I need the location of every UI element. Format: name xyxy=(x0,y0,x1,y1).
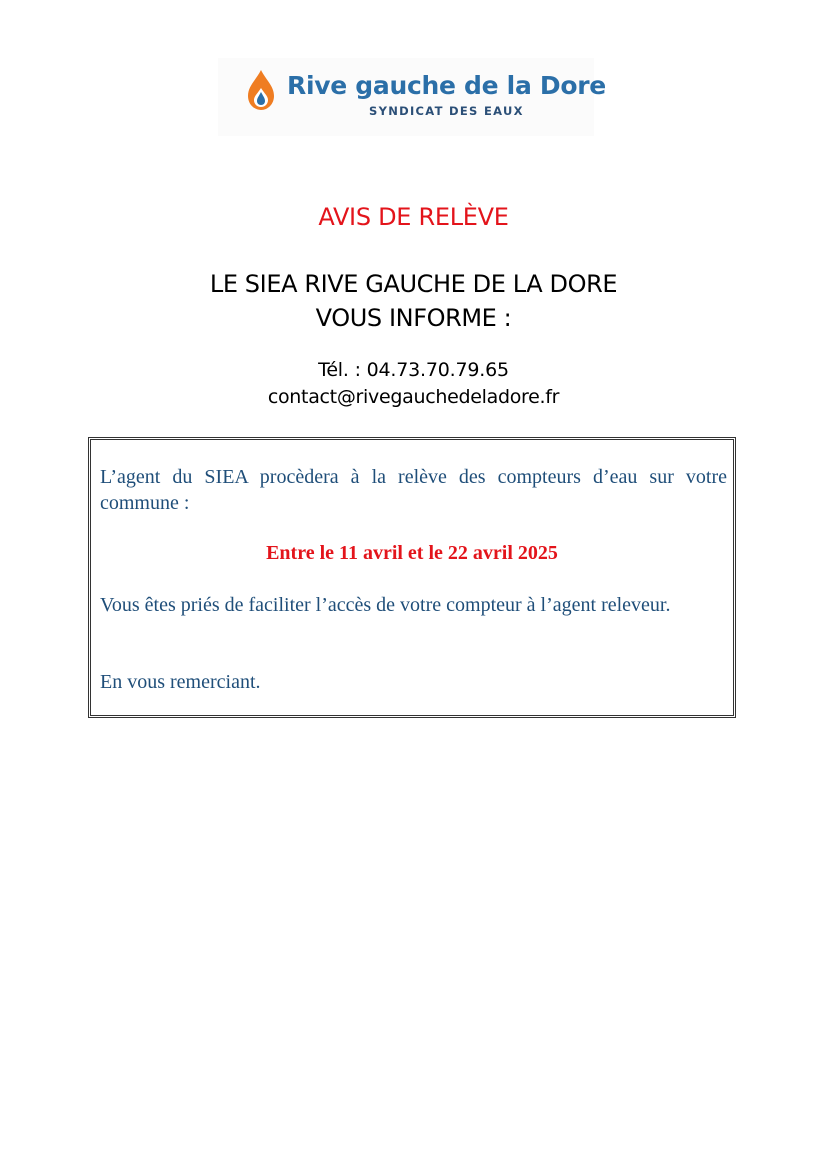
notice-request: Vous êtes priés de faciliter l’accès de votre compteur à l’agent releveur. xyxy=(100,594,671,616)
water-drop-icon xyxy=(244,68,278,112)
notice-period: Entre le 11 avril et le 22 avril 2025 xyxy=(266,542,558,564)
logo-subtitle: SYNDICAT DES EAUX xyxy=(369,104,524,118)
heading-line-2: VOUS INFORME : xyxy=(315,304,512,332)
logo-name: Rive gauche de la Dore xyxy=(287,71,606,100)
syndicat-logo xyxy=(218,58,606,136)
notice-closing: En vous remerciant. xyxy=(100,671,261,693)
notice-box xyxy=(88,437,736,718)
contact-phone: Tél. : 04.73.70.79.65 xyxy=(318,359,509,381)
heading-line-1: LE SIEA RIVE GAUCHE DE LA DORE xyxy=(209,270,618,298)
notice-title: AVIS DE RELÈVE xyxy=(318,203,509,231)
notice-intro: L’agent du SIEA procèdera à la relève des compteurs d’eau sur votre commune : xyxy=(100,466,727,514)
contact-email: contact@rivegauchedeladore.fr xyxy=(267,386,560,408)
